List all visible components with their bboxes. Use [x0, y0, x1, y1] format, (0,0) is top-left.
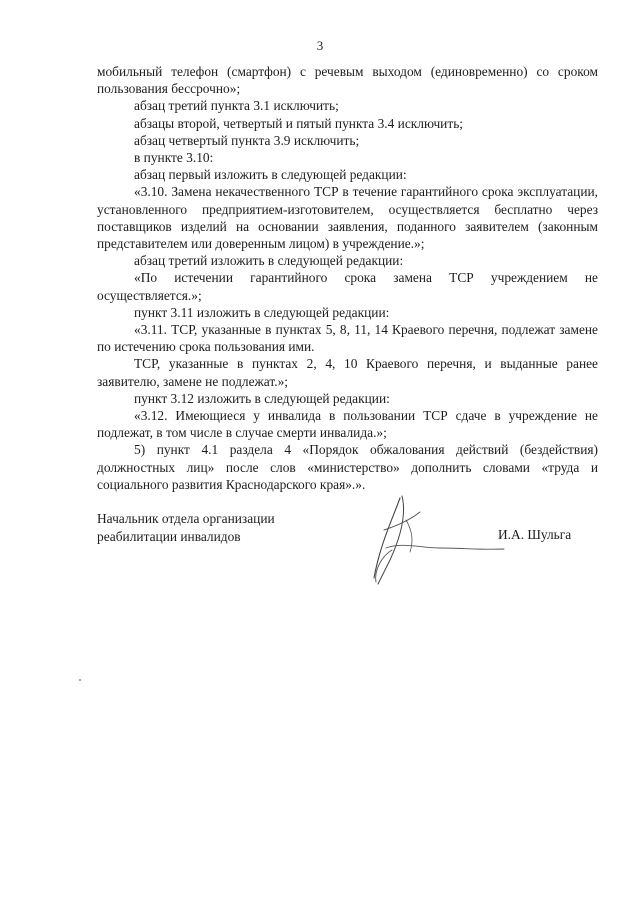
paragraph: пункт 3.12 изложить в следующей редакции: — [134, 390, 390, 406]
paragraph: пункт 3.11 изложить в следующей редакции: — [134, 304, 390, 320]
paragraph: «По истечении гарантийного срока замена ТСР учреждением не осуществляется.»; — [97, 270, 598, 303]
paragraph: абзац четвертый пункта 3.9 исключить; — [134, 132, 360, 148]
page-number: 3 — [316, 38, 324, 53]
paragraph: «3.11. ТСР, указанные в пунктах 5, 8, 11, 14 Краевого перечня, подлежат замене по истечению срока пользования ими. — [97, 322, 598, 355]
paragraph: абзацы второй, четвертый и пятый пункта 3.4 исключить; — [134, 115, 464, 131]
paragraph: ТСР, указанные в пунктах 2, 4, 10 Краевого перечня, и выданные ранее заявителю, замене не подлежат.»; — [97, 356, 598, 389]
signatory-name: И.А. Шульга — [498, 527, 572, 542]
paragraph: 5) пункт 4.1 раздела 4 «Порядок обжалования действий (бездействия) должностных лиц» после слов «министерство» дополнить словами «труда и социального развития Краснодарского края».». — [97, 442, 598, 492]
paragraph: абзац первый изложить в следующей редакции: — [134, 167, 407, 183]
paragraph: абзац третий пункта 3.1 исключить; — [134, 98, 339, 114]
handwritten-signature — [362, 490, 512, 590]
scan-artifact — [79, 679, 81, 681]
signatory-position-line: Начальник отдела организации — [97, 511, 275, 526]
document-body — [97, 63, 598, 493]
paragraph: мобильный телефон (смартфон) с речевым выходом (единовременно) со сроком пользования бессрочно»; — [97, 64, 598, 97]
paragraph: в пункте 3.10: — [134, 150, 214, 166]
signatory-position-line: реабилитации инвалидов — [97, 528, 241, 544]
paragraph: «3.12. Имеющиеся у инвалида в пользовании ТСР сдаче в учреждение не подлежат, в том числе в случае смерти инвалида.»; — [97, 408, 598, 441]
paragraph: абзац третий изложить в следующей редакции: — [134, 253, 404, 269]
signatory-position — [97, 510, 275, 545]
paragraph: «3.10. Замена некачественного ТСР в течение гарантийного срока эксплуатации, установленного предприятием-изготовителем, осуществляется бесплатно через поставщиков изделий на основании заявления, поданного заявителем (законным представителем или доверенным лицом) в учреждение.»; — [97, 184, 598, 252]
